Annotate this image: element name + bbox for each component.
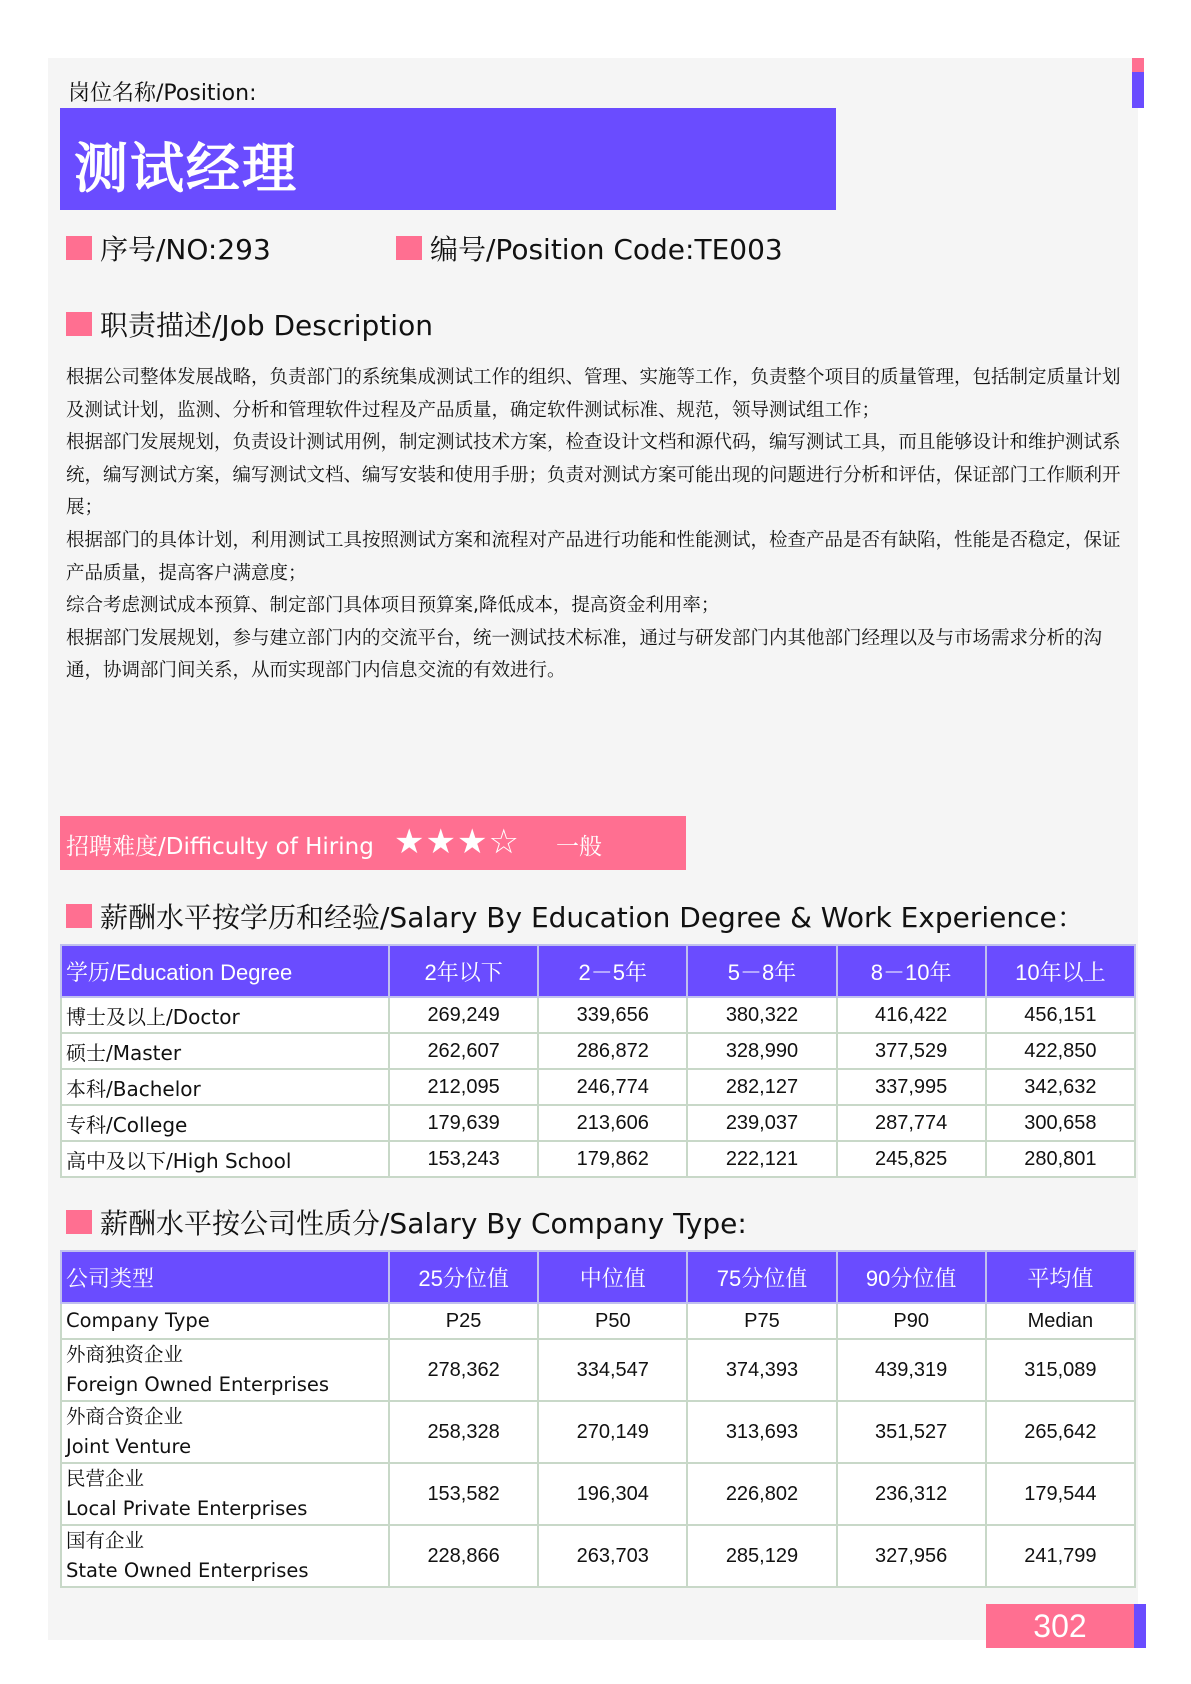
table-row [61, 1141, 1135, 1177]
description-paragraph: 根据部门发展规划，负责设计测试用例，制定测试技术方案，检查设计文档和源代码，编写测试工具，而且能够设计和维护测试系统，编写测试方案，编写测试文档、编写安装和使用手册；负责对测试方案可能出现的问题进行分析和评估，保证部门工作顺利开展； [66, 432, 1121, 519]
table-row [61, 1525, 1135, 1587]
table-cell: P75 [687, 1303, 836, 1339]
column-header: 2－5年 [538, 945, 687, 997]
table-cell: 263,703 [538, 1525, 687, 1587]
column-header: 中位值 [538, 1251, 687, 1303]
table-cell: 228,866 [389, 1525, 538, 1587]
table-cell: 245,825 [837, 1141, 986, 1177]
table-cell: 278,362 [389, 1339, 538, 1401]
table-cell: 342,632 [986, 1069, 1135, 1105]
table-cell: 377,529 [837, 1033, 986, 1069]
hiring-difficulty-level: 一般 [556, 834, 602, 860]
table-header-row [61, 945, 1135, 997]
company-type-cell [61, 1463, 389, 1525]
column-header: 10年以上 [986, 945, 1135, 997]
edu-salary-heading: 薪酬水平按学历和经验/Salary By Education Degree & Work Experience： [66, 896, 1085, 936]
company-type-cn: 民营企业 [66, 1467, 145, 1490]
table-cell: 241,799 [986, 1525, 1135, 1587]
table-cell: 456,151 [986, 997, 1135, 1033]
table-cell: 380,322 [687, 997, 836, 1033]
table-cell: 213,606 [538, 1105, 687, 1141]
hiring-difficulty-label: 招聘难度/Difficulty of Hiring [66, 834, 374, 860]
table-cell: 212,095 [389, 1069, 538, 1105]
table-cell: 300,658 [986, 1105, 1135, 1141]
table-cell: Company Type [61, 1303, 389, 1339]
bullet-square-icon [66, 1210, 92, 1234]
table-cell: 282,127 [687, 1069, 836, 1105]
table-row [61, 1069, 1135, 1105]
company-type-cell [61, 1339, 389, 1401]
table-cell: P90 [837, 1303, 986, 1339]
page-number: 302 [986, 1604, 1134, 1648]
table-cell: 334,547 [538, 1339, 687, 1401]
table-cell: 239,037 [687, 1105, 836, 1141]
column-header: 25分位值 [389, 1251, 538, 1303]
table-cell: 153,582 [389, 1463, 538, 1525]
table-cell: 222,121 [687, 1141, 836, 1177]
table-cell: 262,607 [389, 1033, 538, 1069]
company-type-cn: 外商合资企业 [66, 1405, 184, 1428]
title-banner [60, 108, 836, 210]
company-type-en: Joint Venture [66, 1435, 192, 1458]
table-cell: 246,774 [538, 1069, 687, 1105]
column-header: 75分位值 [687, 1251, 836, 1303]
table-cell: Median [986, 1303, 1135, 1339]
table-cell: 280,801 [986, 1141, 1135, 1177]
table-cell: 327,956 [837, 1525, 986, 1587]
company-salary-table [60, 1250, 1136, 1588]
table-cell: 179,862 [538, 1141, 687, 1177]
table-cell: 153,243 [389, 1141, 538, 1177]
table-cell: 439,319 [837, 1339, 986, 1401]
company-type-en: Foreign Owned Enterprises [66, 1373, 330, 1396]
table-cell: 374,393 [687, 1339, 836, 1401]
table-row [61, 997, 1135, 1033]
table-cell: 328,990 [687, 1033, 836, 1069]
table-cell: 351,527 [837, 1401, 986, 1463]
job-title: 测试经理 [74, 137, 298, 200]
job-description [66, 362, 1132, 688]
table-cell: 258,328 [389, 1401, 538, 1463]
table-cell: 236,312 [837, 1463, 986, 1525]
table-cell: 313,693 [687, 1401, 836, 1463]
table-cell: 179,544 [986, 1463, 1135, 1525]
column-header: 平均值 [986, 1251, 1135, 1303]
table-cell: P50 [538, 1303, 687, 1339]
table-cell: 196,304 [538, 1463, 687, 1525]
position-code: 编号/Position Code:TE003 [396, 228, 783, 268]
table-cell: 287,774 [837, 1105, 986, 1141]
table-row [61, 1401, 1135, 1463]
table-cell: 硕士/Master [61, 1033, 389, 1069]
table-cell: P25 [389, 1303, 538, 1339]
description-paragraph: 综合考虑测试成本预算、制定部门具体项目预算案,降低成本，提高资金利用率； [66, 595, 720, 617]
table-cell: 270,149 [538, 1401, 687, 1463]
table-cell: 269,249 [389, 997, 538, 1033]
star-rating-icon: ★★★☆ [394, 822, 520, 862]
table-row [61, 1339, 1135, 1401]
table-cell: 422,850 [986, 1033, 1135, 1069]
serial-number: 序号/NO:293 [66, 228, 271, 268]
position-label: 岗位名称/Position: [68, 81, 257, 106]
page-number-accent [1134, 1604, 1146, 1648]
company-type-en: Local Private Enterprises [66, 1497, 308, 1520]
column-header: 90分位值 [837, 1251, 986, 1303]
column-header: 学历/Education Degree [61, 945, 389, 997]
bullet-square-icon [66, 312, 92, 336]
hiring-difficulty-bar [60, 816, 686, 870]
table-subheader-row [61, 1303, 1135, 1339]
bullet-square-icon [66, 236, 92, 260]
table-row [61, 1105, 1135, 1141]
edu-salary-table [60, 944, 1136, 1178]
corner-accent [1132, 58, 1144, 108]
table-cell: 博士及以上/Doctor [61, 997, 389, 1033]
bullet-square-icon [396, 236, 422, 260]
table-header-row [61, 1251, 1135, 1303]
column-header: 5－8年 [687, 945, 836, 997]
description-paragraph: 根据部门的具体计划，利用测试工具按照测试方案和流程对产品进行功能和性能测试，检查产品是否有缺陷，性能是否稳定，保证产品质量，提高客户满意度； [66, 529, 1121, 584]
table-cell: 286,872 [538, 1033, 687, 1069]
company-type-cell [61, 1401, 389, 1463]
table-cell: 专科/College [61, 1105, 389, 1141]
company-type-cn: 国有企业 [66, 1529, 145, 1552]
company-type-en: State Owned Enterprises [66, 1559, 309, 1582]
table-cell: 265,642 [986, 1401, 1135, 1463]
table-cell: 339,656 [538, 997, 687, 1033]
table-cell: 高中及以下/High School [61, 1141, 389, 1177]
description-paragraph: 根据部门发展规划，参与建立部门内的交流平台，统一测试技术标准，通过与研发部门内其他部门经理以及与市场需求分析的沟通，协调部门间关系，从而实现部门内信息交流的有效进行。 [66, 627, 1103, 682]
company-type-cell [61, 1525, 389, 1587]
company-type-cn: 外商独资企业 [66, 1343, 184, 1366]
description-paragraph: 根据公司整体发展战略，负责部门的系统集成测试工作的组织、管理、实施等工作，负责整个项目的质量管理，包括制定质量计划及测试计划，监测、分析和管理软件过程及产品质量，确定软件测试标准、规范，领导测试组工作； [66, 367, 1121, 421]
column-header: 8－10年 [837, 945, 986, 997]
description-heading: 职责描述/Job Description [66, 304, 433, 344]
table-row [61, 1033, 1135, 1069]
column-header: 2年以下 [389, 945, 538, 997]
column-header: 公司类型 [61, 1251, 389, 1303]
table-cell: 315,089 [986, 1339, 1135, 1401]
table-row [61, 1463, 1135, 1525]
table-cell: 179,639 [389, 1105, 538, 1141]
company-salary-heading: 薪酬水平按公司性质分/Salary By Company Type: [66, 1202, 747, 1242]
table-cell: 本科/Bachelor [61, 1069, 389, 1105]
table-cell: 337,995 [837, 1069, 986, 1105]
table-cell: 416,422 [837, 997, 986, 1033]
table-cell: 226,802 [687, 1463, 836, 1525]
table-cell: 285,129 [687, 1525, 836, 1587]
bullet-square-icon [66, 904, 92, 928]
